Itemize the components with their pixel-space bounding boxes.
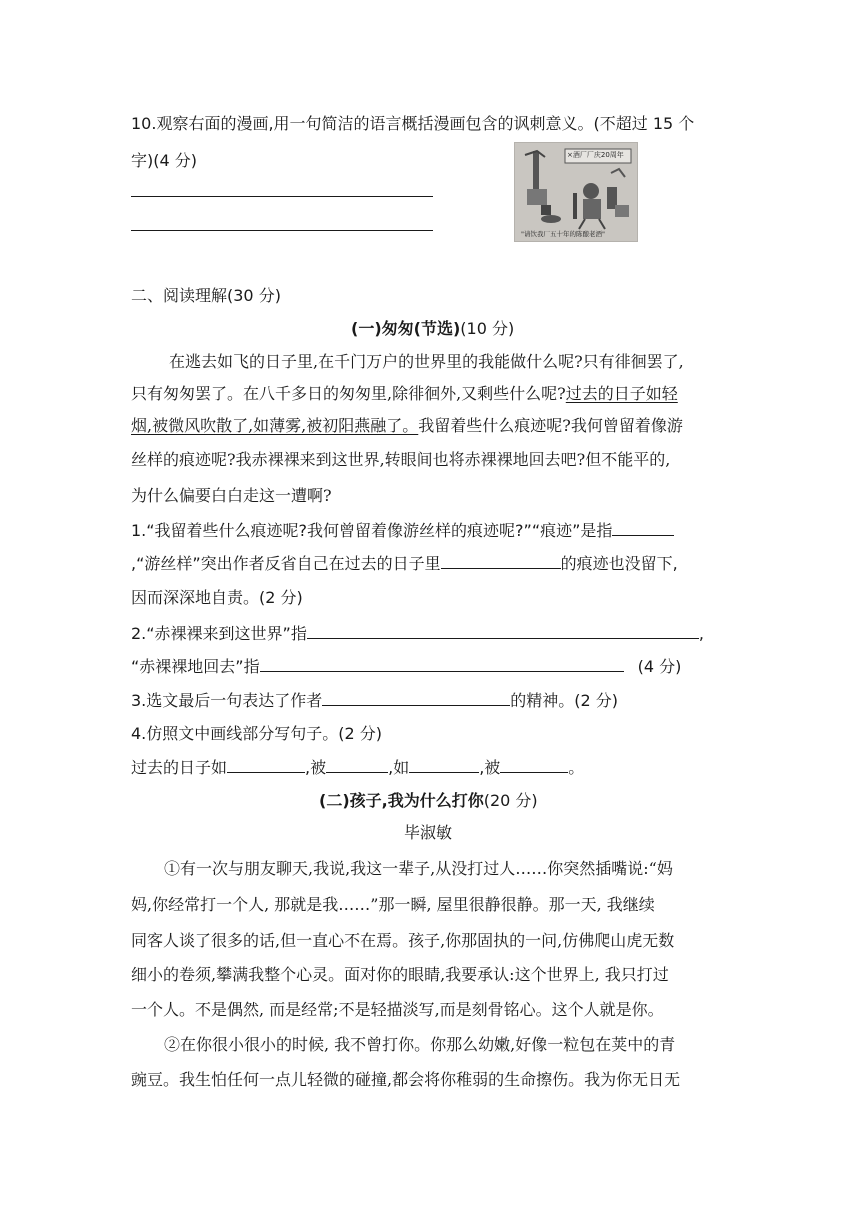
question4-part-3: ,如 bbox=[388, 758, 410, 777]
answer-line-1[interactable] bbox=[131, 196, 433, 197]
passage1-underlined-end: 烟,被微风吹散了,如薄雾,被初阳燕融了。 bbox=[131, 416, 419, 435]
question4-part-4: ,被 bbox=[479, 758, 501, 777]
question4-part-2: ,被 bbox=[305, 758, 327, 777]
question2-blank-2[interactable] bbox=[260, 657, 624, 672]
question2-blank-1[interactable] bbox=[307, 624, 699, 639]
question1-blank-2[interactable] bbox=[441, 554, 561, 569]
answer-line-2[interactable] bbox=[131, 230, 433, 231]
passage1-line3 bbox=[131, 413, 683, 436]
passage2-para1-line4: 细小的卷须,攀满我整个心灵。面对你的眼睛,我要承认:这个世界上, 我只打过 bbox=[131, 965, 669, 984]
cartoon-banner-text: ×酒厂厂庆20周年 bbox=[567, 151, 624, 159]
author-name: 毕淑敏 bbox=[404, 823, 453, 842]
question4-answer-line bbox=[131, 755, 584, 778]
question2-score: (4 分) bbox=[637, 657, 682, 676]
question4-blank-1[interactable] bbox=[227, 758, 305, 773]
cartoon-image bbox=[514, 142, 638, 242]
passage2-para1-line3: 同客人谈了很多的话,但一直心不在焉。孩子,你那固执的一问,仿佛爬山虎无数 bbox=[131, 931, 675, 950]
question1-text: 1.“我留着些什么痕迹呢?我何曾留着像游丝样的痕迹呢?”“痕迹”是指 bbox=[131, 521, 613, 540]
passage2-para1-line2: 妈,你经常打一个人, 那就是我……”那一瞬, 屋里很静很静。那一天, 我继续 bbox=[131, 895, 655, 914]
question3-text: 3.选文最后一句表达了作者 bbox=[131, 691, 323, 710]
question-10-line1: 10.观察右面的漫画,用一句简洁的语言概括漫画包含的讽刺意义。(不超过 15 个 bbox=[131, 114, 695, 133]
question1-line1 bbox=[131, 518, 674, 541]
question2-text: 2.“赤裸裸来到这世界”指 bbox=[131, 624, 307, 643]
question1-text-2: ,“游丝样”突出作者反省自己在过去的日子里 bbox=[131, 554, 441, 573]
section-heading: 二、阅读理解(30 分) bbox=[131, 286, 281, 305]
question2-line1 bbox=[131, 621, 704, 644]
reading1-title-score: (10 分) bbox=[460, 319, 515, 338]
passage1-line3-text: 我留着些什么痕迹呢?我何曾留着像游 bbox=[418, 416, 683, 435]
question1-text-3: 的痕迹也没留下, bbox=[560, 554, 678, 573]
cartoon-caption: "请饮我厂五十年的陈酿老酒" bbox=[521, 230, 605, 238]
question3-text-end: 的精神。(2 分) bbox=[510, 691, 619, 710]
question-10-line2: 字)(4 分) bbox=[131, 151, 197, 170]
passage2-para2-line2: 豌豆。我生怕任何一点儿轻微的碰撞,都会将你稚弱的生命擦伤。我为你无日无 bbox=[131, 1070, 681, 1089]
reading2-title-score: (20 分) bbox=[483, 791, 538, 810]
question4-part-5: 。 bbox=[568, 758, 585, 777]
reading1-title-text: (一)匆匆(节选) bbox=[351, 319, 461, 338]
reading2-title bbox=[319, 788, 538, 811]
question1-line2 bbox=[131, 551, 678, 574]
question3-blank[interactable] bbox=[322, 691, 510, 706]
question2-text-2: “赤裸裸地回去”指 bbox=[131, 657, 260, 676]
passage1-underlined-start: 过去的日子如轻 bbox=[565, 384, 678, 403]
passage2-para2-line1: ②在你很小很小的时候, 我不曾打你。你那么幼嫩,好像一粒包在荚中的青 bbox=[164, 1035, 676, 1054]
reading1-title bbox=[351, 316, 514, 339]
question1-blank-1[interactable] bbox=[612, 521, 674, 536]
question1-line3: 因而深深地自责。(2 分) bbox=[131, 588, 303, 607]
question4-blank-2[interactable] bbox=[326, 758, 388, 773]
passage1-line5: 为什么偏要白白走这一遭啊? bbox=[131, 486, 332, 505]
passage1-line1: 在逃去如飞的日子里,在千门万户的世界里的我能做什么呢?只有徘徊罢了, bbox=[169, 352, 684, 371]
question4-blank-4[interactable] bbox=[500, 758, 568, 773]
passage1-line4: 丝样的痕迹呢?我赤裸裸来到这世界,转眼间也将赤裸裸地回去吧?但不能平的, bbox=[131, 450, 671, 469]
reading2-title-text: (二)孩子,我为什么打你 bbox=[319, 791, 484, 810]
question4-blank-3[interactable] bbox=[409, 758, 479, 773]
question3 bbox=[131, 688, 618, 711]
passage2-para1-line5: 一个人。不是偶然, 而是经常;不是轻描淡写,而是刻骨铭心。这个人就是你。 bbox=[131, 1000, 664, 1019]
question2-comma: , bbox=[698, 624, 704, 643]
question4-prefix: 过去的日子如 bbox=[131, 758, 228, 777]
question2-line2 bbox=[131, 654, 681, 677]
passage1-line2-text: 只有匆匆罢了。在八千多日的匆匆里,除徘徊外,又剩些什么呢? bbox=[131, 384, 566, 403]
passage1-line2 bbox=[131, 381, 678, 404]
passage2-para1-line1: ①有一次与朋友聊天,我说,我这一辈子,从没打过人……你突然插嘴说:“妈 bbox=[164, 859, 673, 878]
question4: 4.仿照文中画线部分写句子。(2 分) bbox=[131, 724, 383, 743]
